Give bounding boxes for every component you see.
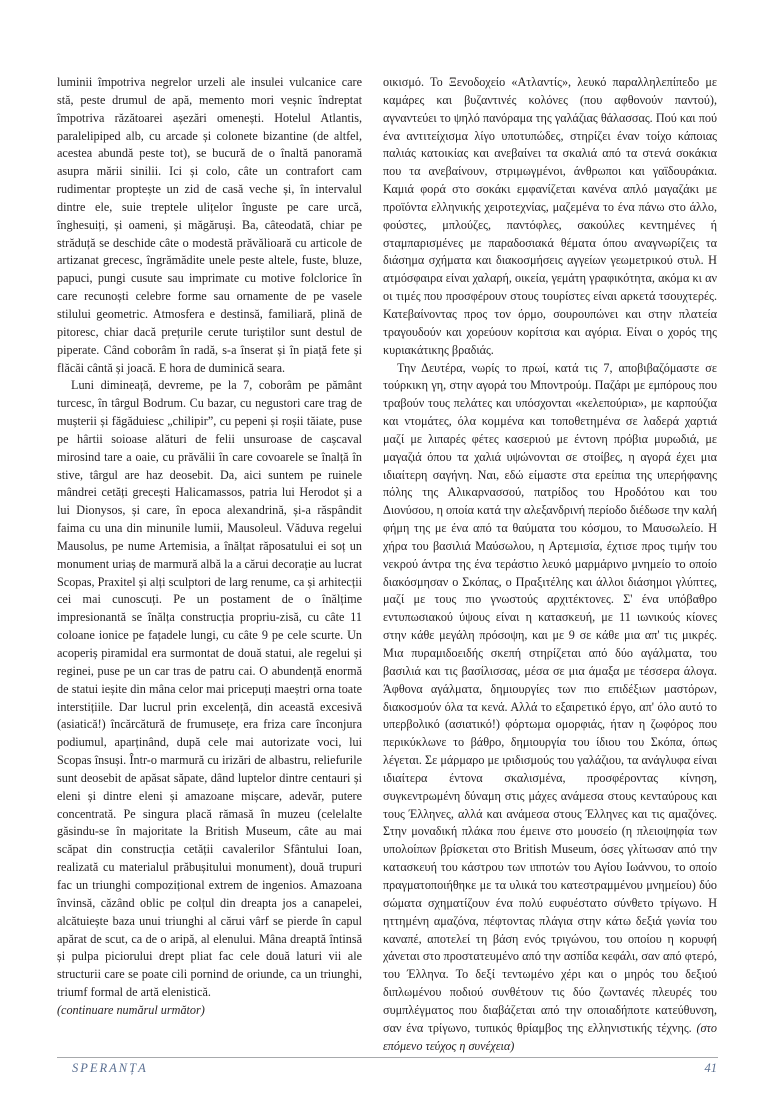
paragraph (57, 377, 362, 1019)
page-number: 41 (704, 1061, 717, 1075)
magazine-title: SPERANȚA (72, 1061, 148, 1075)
paragraph-text: Την Δευτέρα, νωρίς το πρωί, κατά τις 7, αποβιβαζόμαστε σε τούρκικη γη, στην αγορά του Μποντρούμ. Παζάρι με εμπόρους που τραβούν τους πελάτες και υπόσχονται «κελεπούρια», με καρπούζια και ντομάτες, όλα κομμένα και τοποθετημένα σε λαδερά χαρτιά μαζί με λιπαρές φέτες κασεριού με έντονη πρόβια μυρωδιά, με μαγαζιά όπου τα χαλιά υψώνονται σε στοίβες, η αγορά έχει μια ιδιαίτερη σαγήνη. Ναι, εδώ είμαστε στα ερείπια της υπερήφανης πόλης της Αλικαρνασσού, πατρίδος του Ηροδότου και του Διονύσου, η οποία κατά την αλεξανδρινή περίοδο διέδωσε την καλή φήμη της με ένα από τα θαύματα του κόσμου, το Μαυσωλείο. Η χήρα του βασιλιά Μαύσωλου, η Αρτεμισία, έχτισε προς τιμήν του νεκρού άντρα της ένα τεράστιο λευκό μαρμάρινο μνημείο το οποίο διακόσμησαν ο Σκόπας, ο Πραξιτέλης και άλλοι διάσημοι γλύπτες, μαζί με τους πιο γνωστούς αρχιτέκτονες. Σ' ένα υπόβαθρο εντυπωσιακού ύψους είναι η κατασκευή, με 11 ιωνικούς κίονες στην κάθε μεγάλη πρόσοψη, και με 9 σε κάθε μια απ' τις μικρές. Μια πυραμιδοειδής σκεπή στηρίζεται από δύο αγάλματα, του βασιλιά και τις βασίλισσας, μέσα σε μια άμαξα με τέσσερα άλογα. Άφθονα αγάλματα, δημιουργίες των πιο επιδέξιων μαστόρων, διακοσμούν όλα τα κενά. Αλλά το εξαιρετικό έργο, απ' όλο αυτό το υπερβολικό (ασιατικό!) φόρτωμα ομορφιάς, ήταν η ζωφόρος που περικύκλωνε το βάθρο, δημιουργία του ίδιου του Σκόπα, όπως λέγεται. Σε μάρμαρο με ιριδισμούς του γαλάζιου, τα ανάγλυφα είναι ιδιαίτερα έντονα σκαλισμένα, προσφέροντας κίνηση, συγκεντρωμένη δύναμη στις μάχες ανάμεσα στους κενταύρους και τους Έλληνες, αλλά και ανάμεσα στους Έλληνες και τις αμαζόνες. Στην μοναδική πλάκα που έμεινε στο μουσείο (η πλειοψηφία των υπολοίπων βρίσκεται στο British Museum, όσες γλίτωσαν από την κατασκευή του κάστρου των ιπποτών του Αγίου Ιωάννου, το οποίο πραγματοποιήθηκε με τα υλικά του κατεστραμμένου μνημείου) δύο σώματα σχηματίζουν ένα πολύ ευφυέστατο σύνθετο τρίγωνο. Η ηττημένη αμαζόνα, πέφτοντας πλάγια στην κάτω δεξιά γωνία του καναπέ, αποτελεί τη βάση ενός τριγώνου, του οποίου η κορυφή χάνεται στο προστατευμένο από την ασπίδα κεφάλι, σαν από φτερό, του Έλληνα. Το δεξί τεντωμένο χέρι και ο μηρός του δεξιού διπλωμένου ποδιού συνθέτουν τις δύο ζωντανές πλευρές του συμπλέγματος που διαβάζεται από την οποιαδήποτε κατεύθυνση, σαν ένα τρίγωνο, τυπικός θρίαμβος της ελληνιστικής τέχνης. (383, 360, 717, 1035)
romanian-text-column (57, 74, 362, 1020)
paragraph (383, 360, 717, 1056)
paragraph: οικισμό. Το Ξενοδοχείο «Ατλαντίς», λευκό παραλληλεπίπεδο με καμάρες και βυζαντινές κολόνες (που αφθονούν παντού), αγναντεύει το ψηλό πανόραμα της γαλάζιας θάλασσας. Πού και πού ένα αντιτείχισμα λίγο υποτυπώδες, στηρίζει έναν τοίχο κάποιας παλιάς κατοικίας και ανεβαίνει τα σκαλιά από τα στενά σοκάκια που τα ανεβαίνουν, στριμωγμένοι, άνθρωποι και γαϊδουράκια. Καμιά φορά στο σοκάκι εμφανίζεται κανένα απλό μαγαζάκι με προϊόντα ελληνικής χειροτεχνίας, μαζεμένα το ένα πάνω στο άλλο, φούστες, μπλούζες, παντόφλες, σακούλες κεντημένες ή σταμπαρισμένες με παραδοσιακά θέματα όπου αναγνωρίζεις τα διάσημα σχήματα και διακοσμήσεις αγγείων γεωμετρικού στυλ. Η ατμόσφαιρα είναι χαλαρή, οικεία, γεμάτη γραφικότητα, ακόμα κι αν οι τιμές που προσφέρουν στους τουρίστες είναι αρκετά τσουχτερές. Κατεβαίνοντας προς τον όρμο, σουρουπώνει και στην πλατεία τραγουδούν και χορεύουν κορίτσια και αγόρια. Είναι ο χορός της κυριακάτικης βραδιάς. (383, 75, 717, 357)
continuation-note: (στο επόμενο τεύχος η συνέχεια) (383, 1020, 718, 1053)
footer-divider (57, 1057, 718, 1058)
continuation-note: (continuare numărul următor) (57, 1002, 205, 1017)
greek-text-column (383, 74, 717, 1055)
paragraph: luminii împotriva negrelor urzeli ale insulei vulcanice care stă, peste drumul de apă, memento mori veșnic îndreptat împotriva răzătoarei așezări omenești. Hotelul Atlantis, paralelipiped alb, cu arcade și colonete bizantine (de altfel, acestea abundă peste tot), se bucură de o înaltă panoramă asupra mării sinilii. Ici și colo, câte un contrafort cam rudimentar proptește un zid de casă veche și, în intervalul dintre ele, suie treptele ulițelor înguste pe care urcă, înghesuiți, și oameni, și măgăruși. Ba, câteodată, chiar pe străduță se deschide câte o modestă prăvălioară cu articole de artizanat grecesc, îngrămădite unele peste altele, fuste, bluze, papuci, pungi cusute sau imprimate cu motive folclorice în care recunoști celebre forme sau ornamente de pe vasele stilului geometric. Atmosfera e destinsă, familiară, plină de pitoresc, chiar dacă prețurile cerute turiștilor sunt destul de piperate. Când coborâm în radă, s-a înserat și în piață fete și flăcăi cântă și joacă. E hora de duminică seara. (57, 75, 362, 375)
paragraph-text: Luni dimineață, devreme, pe la 7, coborâm pe pământ turcesc, în târgul Bodrum. Cu bazar, cu negustori care trag de mușterii și făgăduiesc „chilipir”, cu pepeni și roșii tăiate, puse pe hârtii soioase alături de felii unsuroase de cașcaval mirosind tare a oaie, cu prăvălii în care covoarele se înalță în stive, târgul are haz deosebit. Da, aici suntem pe ruinele mândrei cetăți grecești Halicamassos, patria lui Herodot și a lui Dionysos, și care, în epoca alexandrină, și-a răspândit faima cu una din minunile lumii, Mausoleul. Văduva regelui Mausolus, pe nume Artemisia, a înălțat răposatului ei soț un monument uriaș de marmură albă la a cărui decorație au lucrat Scopas, Praxitel și alți sculptori de larg renume, ca și arhitecții cei mai cunoscuți. Pe un postament de o înălțime impresionantă se înălța construcția propriu-zisă, cu câte 11 coloane ionice pe fațadele lungi, cu câte 9 pe cele scurte. Un acoperiș piramidal era surmontat de două statui, ale regelui și reginei, puse pe un car tras de patru cai. O abundență enormă de statui ieșite din mâna celor mai pricepuți maeștri orna toate interstițiile. Dar lucrul prin excelență, din această excesivă (asiatică!) încărcătură de frumusețe, era friza care înconjura podiumul, aparținând, după cele mai autorizate voci, lui Scopas însuși. Într-o marmură cu irizări de albastru, reliefurile sunt deosebit de apăsat săpate, dând luptelor dintre centauri și eleni și dintre eleni și amazoane mișcare, adevăr, putere concentrată. Pe singura placă rămasă în muzeu (celelalte găsindu-se în majoritate la British Museum, câte au mai scăpat din construcția cetății cavalerilor Sfântului Ioan, realizată cu materialul prăbușitului monument), două trupuri fac un triunghi compozițional extrem de ingenios. Amazoana învinsă, căzând oblic pe colțul din dreapta jos a canapelei, alcătuiește baza unui triunghi al cărui vârf se pierde în capul apărat de scut, ca de o aripă, al elenului. Mâna dreaptă întinsă și pulpa piciorului drept pliat fac cele două laturi vii ale structurii care se poate cili pornind de oriunde, ca un triunghi, triumf formal de artă elenistică. (57, 378, 362, 1000)
